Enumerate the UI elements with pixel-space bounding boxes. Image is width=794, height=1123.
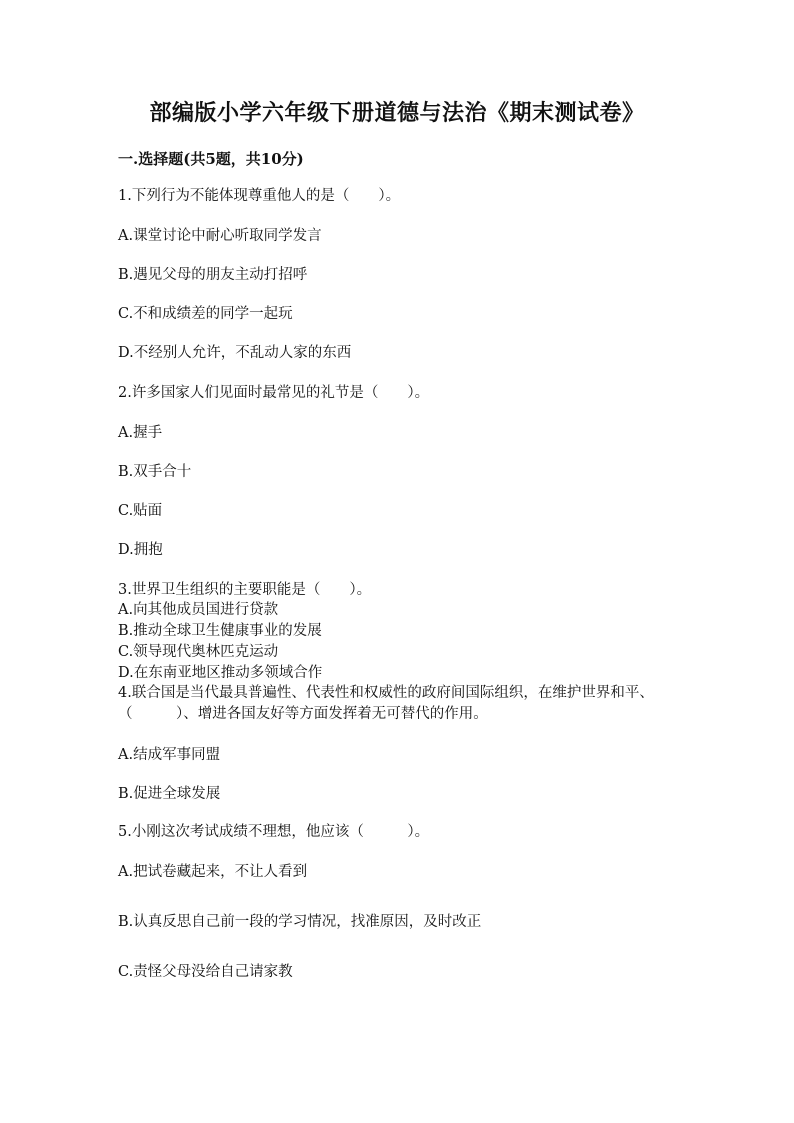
question-3-option-c: C.领导现代奥林匹克运动 [118, 644, 279, 660]
question-5-option-b: B.认真反思自己前一段的学习情况，找准原因，及时改正 [118, 914, 482, 930]
question-2-option-a: A.握手 [118, 425, 163, 441]
question-5-option-a: A.把试卷藏起来，不让人看到 [118, 864, 308, 880]
question-1-option-a: A.课堂讨论中耐心听取同学发言 [118, 228, 322, 244]
question-1-option-b: B.遇见父母的朋友主动打招呼 [118, 267, 308, 283]
question-2-option-b: B.双手合十 [118, 464, 192, 480]
question-1-stem: 1.下列行为不能体现尊重他人的是（ ）。 [118, 188, 401, 204]
question-3-option-b: B.推动全球卫生健康事业的发展 [118, 623, 322, 639]
question-5-option-c: C.责怪父母没给自己请家教 [118, 964, 293, 980]
section-heading: 一.选择题(共5题，共10分) [118, 150, 304, 168]
question-3-stem: 3.世界卫生组织的主要职能是（ ）。 [118, 582, 372, 598]
question-3-option-a: A.向其他成员国进行贷款 [118, 602, 279, 618]
question-4-option-a: A.结成军事同盟 [118, 747, 221, 763]
question-2-stem: 2.许多国家人们见面时最常见的礼节是（ ）。 [118, 385, 430, 401]
question-1-option-d: D.不经别人允许，不乱动人家的东西 [118, 345, 352, 361]
question-5-stem: 5.小刚这次考试成绩不理想，他应该（ ）。 [118, 824, 430, 840]
question-2-option-d: D.拥抱 [118, 542, 163, 558]
page-title: 部编版小学六年级下册道德与法治《期末测试卷》 [149, 100, 645, 126]
question-4-option-b: B.促进全球发展 [118, 786, 221, 802]
question-3-option-d: D.在东南亚地区推动多领域合作 [118, 665, 323, 681]
question-2-option-c: C.贴面 [118, 503, 163, 519]
question-4-stem: 4.联合国是当代最具普遍性、代表性和权威性的政府间国际组织，在维护世界和平、（ ）、增进各国友好等方面发挥着无可替代的作用。 [118, 685, 654, 722]
question-1-option-c: C.不和成绩差的同学一起玩 [118, 306, 293, 322]
